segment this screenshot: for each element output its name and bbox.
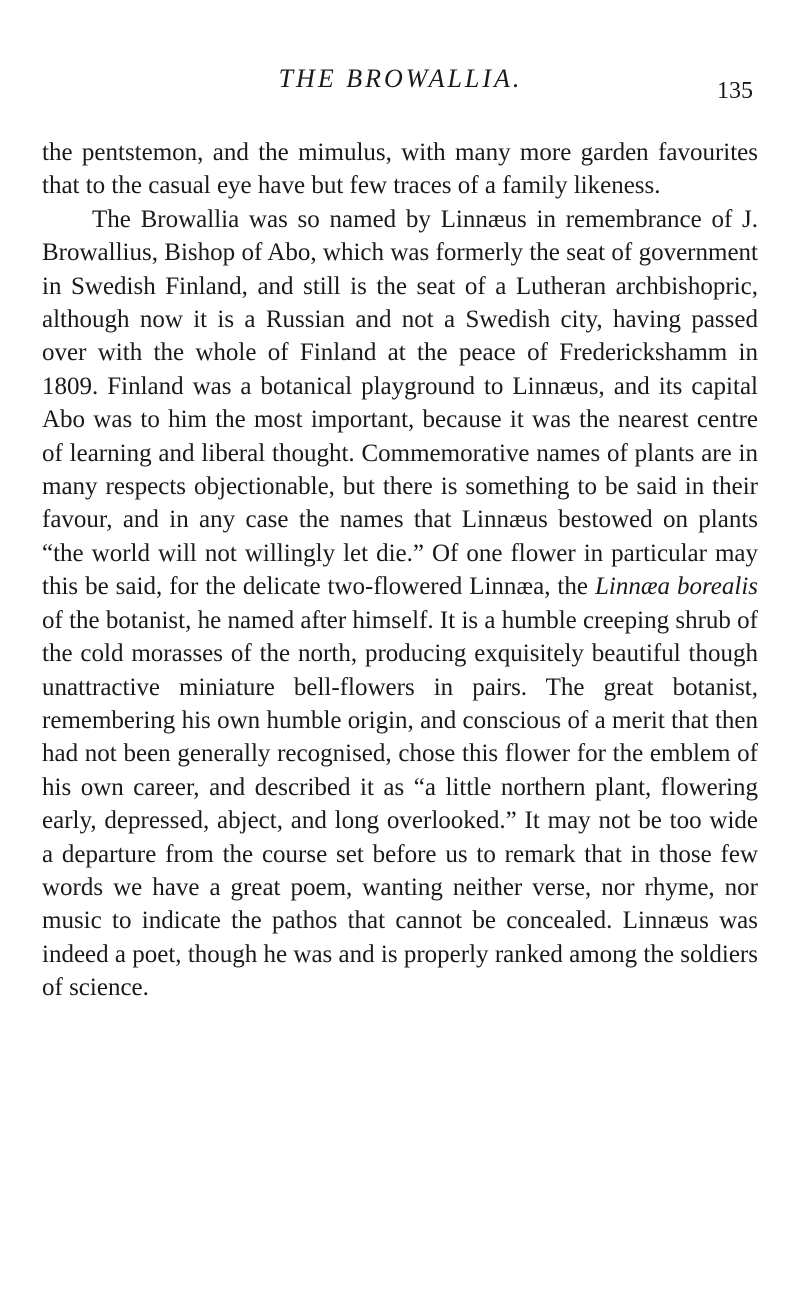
text-segment: of the botanist, he named after himself. It is a humble creeping shrub of the cold morasses of the north, producing exquisitely beautiful though unattractive miniature bell-flowers in pairs. The great botanist, remembering his own humble origin, and conscious of a merit that then had not been generally recognised, chose this flower for the emblem of his own career, and described it as “a little northern plant, flowering early, depressed, abject, and long overlooked.” It may not be too wide a departure from the course set before us to remark that in those few words we have a great poem, wanting neither verse, nor rhyme, nor music to indicate the pathos that cannot be concealed. Linnæus was indeed a poet, though he was and is properly ranked among the soldiers of science. xyxy=(42,606,758,1002)
page-number: 135 xyxy=(717,78,753,104)
text-segment: the pentstemon, and the mimulus, with many more garden favourites that to the casual eye have but few traces of a family likeness. xyxy=(42,139,758,200)
italic-botanical-name: Linnæa borealis xyxy=(594,573,758,601)
paragraph-browallia xyxy=(42,203,758,1005)
running-head: THE BROWALLIA. xyxy=(278,64,523,93)
paragraph-continuation xyxy=(42,136,758,203)
body-text xyxy=(42,136,758,1005)
text-segment: The Browallia was so named by Linnæus in remembrance of J. Browallius, Bishop of Abo, which was formerly the seat of government in Swedish Finland, and still is the seat of a Lutheran archbishopric, although now it is a Russian and not a Swedish city, having passed over with the whole of Finland at the peace of Frederickshamm in 1809. Finland was a botanical playground to Linnæus, and its capital Abo was to him the most important, because it was the nearest centre of learning and liberal thought. Commemorative names of plants are in many respects objectionable, but there is something to be said in their favour, and in any case the names that Linnæus bestowed on plants “the world will not willingly let die.” Of one flower in particular may this be said, for the delicate two-flowered Linnæa, the xyxy=(42,205,758,601)
